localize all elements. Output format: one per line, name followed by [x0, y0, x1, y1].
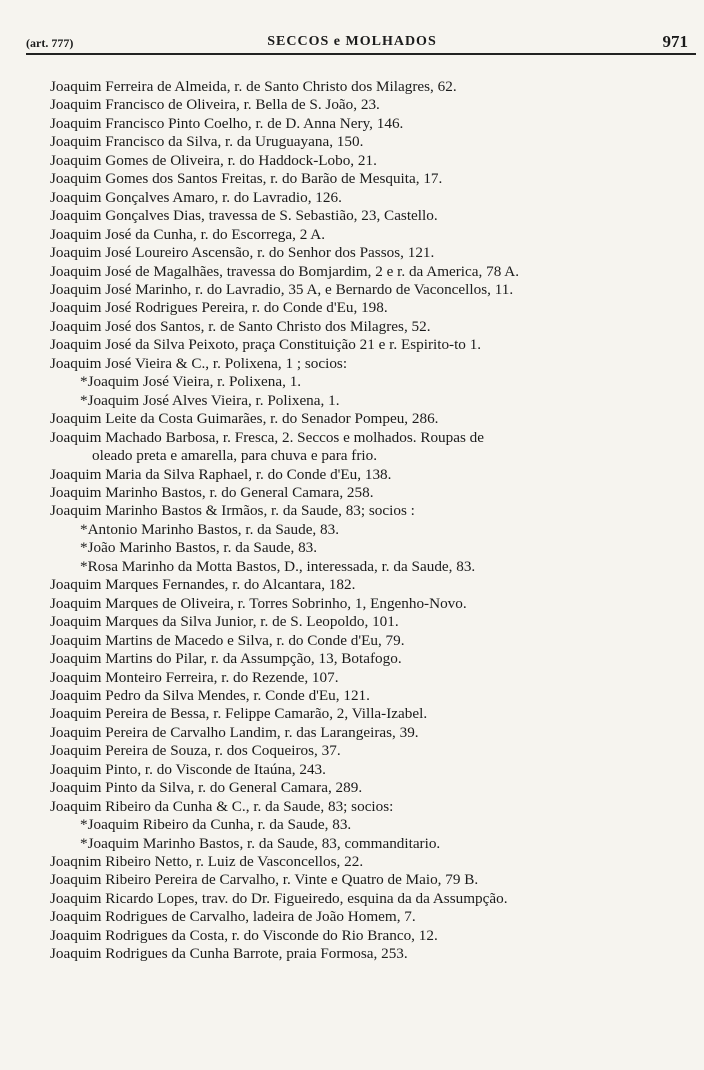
- directory-entry: Joaquim Gonçalves Dias, travessa de S. Sebastião, 23, Castello.: [50, 207, 438, 225]
- directory-entry: Joaquim Pereira de Souza, r. dos Coqueiros, 37.: [50, 742, 341, 760]
- directory-entry: Joaquim Marinho Bastos, r. do General Camara, 258.: [50, 483, 374, 501]
- directory-entry: Joaquim Gomes dos Santos Freitas, r. do Barão de Mesquita, 17.: [50, 170, 443, 188]
- partner-entry: *Antonio Marinho Bastos, r. da Saude, 83.: [80, 520, 340, 538]
- directory-entry: Joaquim Francisco Pinto Coelho, r. de D. Anna Nery, 146.: [50, 114, 404, 132]
- directory-entry: Joaquim José da Cunha, r. do Escorrega, 2 A.: [50, 225, 326, 243]
- partner-entry: *Joaquim Ribeiro da Cunha, r. da Saude, 83.: [80, 816, 352, 834]
- page-header: [0, 26, 704, 52]
- directory-entry: Joaquim Ribeiro Pereira de Carvalho, r. Vinte e Quatro de Maio, 79 B.: [50, 871, 479, 889]
- directory-entry: Joaquim Monteiro Ferreira, r. do Rezende, 107.: [50, 668, 339, 686]
- directory-entry: Joaquim Maria da Silva Raphael, r. do Conde d'Eu, 138.: [50, 465, 392, 483]
- directory-entry: Joaquim Marques da Silva Junior, r. de S. Leopoldo, 101.: [50, 613, 399, 631]
- directory-entry: Joaquim Marques de Oliveira, r. Torres Sobrinho, 1, Engenho-Novo.: [50, 594, 467, 612]
- directory-entry: Joaquim Marques Fernandes, r. do Alcantara, 182.: [50, 576, 356, 594]
- directory-entry: Joaquim Rodrigues da Cunha Barrote, praia Formosa, 253.: [50, 945, 408, 963]
- directory-entry: Joaquim Rodrigues da Costa, r. do Visconde do Rio Branco, 12.: [50, 926, 438, 944]
- directory-entry: Joaquim Gomes de Oliveira, r. do Haddock-Lobo, 21.: [50, 151, 377, 169]
- entry-list: [50, 78, 700, 964]
- directory-entry: Joaquim José dos Santos, r. de Santo Christo dos Milagres, 52.: [50, 317, 431, 335]
- directory-entry: Joaquim Pinto, r. do Visconde de Itaúna, 243.: [50, 760, 326, 778]
- section-title: SECCOS e MOLHADOS: [267, 34, 437, 49]
- directory-entry: Joaquim Ricardo Lopes, trav. do Dr. Figueiredo, esquina da da Assumpção.: [50, 889, 508, 907]
- page-number: 971: [662, 32, 688, 51]
- directory-entry: Joaqnim Ribeiro Netto, r. Luiz de Vasconcellos, 22.: [50, 853, 364, 871]
- partner-entry: *Joaquim José Alves Vieira, r. Polixena, 1.: [80, 391, 340, 409]
- directory-entry: Joaquim Gonçalves Amaro, r. do Lavradio, 126.: [50, 188, 342, 206]
- header-rule: [26, 53, 696, 55]
- partner-entry: *Rosa Marinho da Motta Bastos, D., interessada, r. da Saude, 83.: [80, 557, 476, 575]
- directory-entry: Joaquim Francisco de Oliveira, r. Bella de S. João, 23.: [50, 96, 380, 114]
- partner-entry: *Joaquim Marinho Bastos, r. da Saude, 83, commanditario.: [80, 834, 441, 852]
- directory-entry: Joaquim Ferreira de Almeida, r. de Santo Christo dos Milagres, 62.: [50, 78, 457, 95]
- directory-entry: Joaquim Leite da Costa Guimarães, r. do Senador Pompeu, 286.: [50, 410, 439, 428]
- directory-entry: Joaquim José Rodrigues Pereira, r. do Conde d'Eu, 198.: [50, 299, 388, 317]
- directory-entry: Joaquim José Loureiro Ascensão, r. do Senhor dos Passos, 121.: [50, 244, 435, 262]
- directory-entry: Joaquim Martins do Pilar, r. da Assumpção, 13, Botafogo.: [50, 650, 402, 668]
- directory-entry: Joaquim Francisco da Silva, r. da Uruguayana, 150.: [50, 133, 364, 151]
- directory-entry: Joaquim José Vieira & C., r. Polixena, 1 ; socios:: [50, 354, 348, 372]
- directory-entry: Joaquim José da Silva Peixoto, praça Constituição 21 e r. Espirito-to 1.: [50, 336, 482, 354]
- directory-entry: Joaquim Pedro da Silva Mendes, r. Conde d'Eu, 121.: [50, 686, 370, 704]
- directory-entry: Joaquim Ribeiro da Cunha & C., r. da Saude, 83; socios:: [50, 797, 394, 815]
- partner-entry: *João Marinho Bastos, r. da Saude, 83.: [80, 539, 318, 557]
- directory-entry: Joaquim José de Magalhães, travessa do Bomjardim, 2 e r. da America, 78 A.: [50, 262, 520, 280]
- directory-entry: Joaquim Pinto da Silva, r. do General Camara, 289.: [50, 779, 363, 797]
- directory-entry: Joaquim Martins de Macedo e Silva, r. do Conde d'Eu, 79.: [50, 631, 405, 649]
- directory-entry: Joaquim Rodrigues de Carvalho, ladeira de João Homem, 7.: [50, 908, 416, 926]
- partner-entry: *Joaquim José Vieira, r. Polixena, 1.: [80, 373, 302, 391]
- directory-entry: Joaquim Pereira de Carvalho Landim, r. das Larangeiras, 39.: [50, 723, 419, 741]
- entry-continuation: oleado preta e amarella, para chuva e para frio.: [92, 447, 378, 465]
- directory-entry: Joaquim Marinho Bastos & Irmãos, r. da Saude, 83; socios :: [50, 502, 415, 520]
- directory-entry: Joaquim Pereira de Bessa, r. Felippe Camarão, 2, Villa-Izabel.: [50, 705, 428, 723]
- directory-entry: Joaquim José Marinho, r. do Lavradio, 35 A, e Bernardo de Vaconcellos, 11.: [50, 280, 514, 298]
- directory-entry: Joaquim Machado Barbosa, r. Fresca, 2. Seccos e molhados. Roupas de: [50, 428, 485, 446]
- article-reference: (art. 777): [26, 36, 74, 50]
